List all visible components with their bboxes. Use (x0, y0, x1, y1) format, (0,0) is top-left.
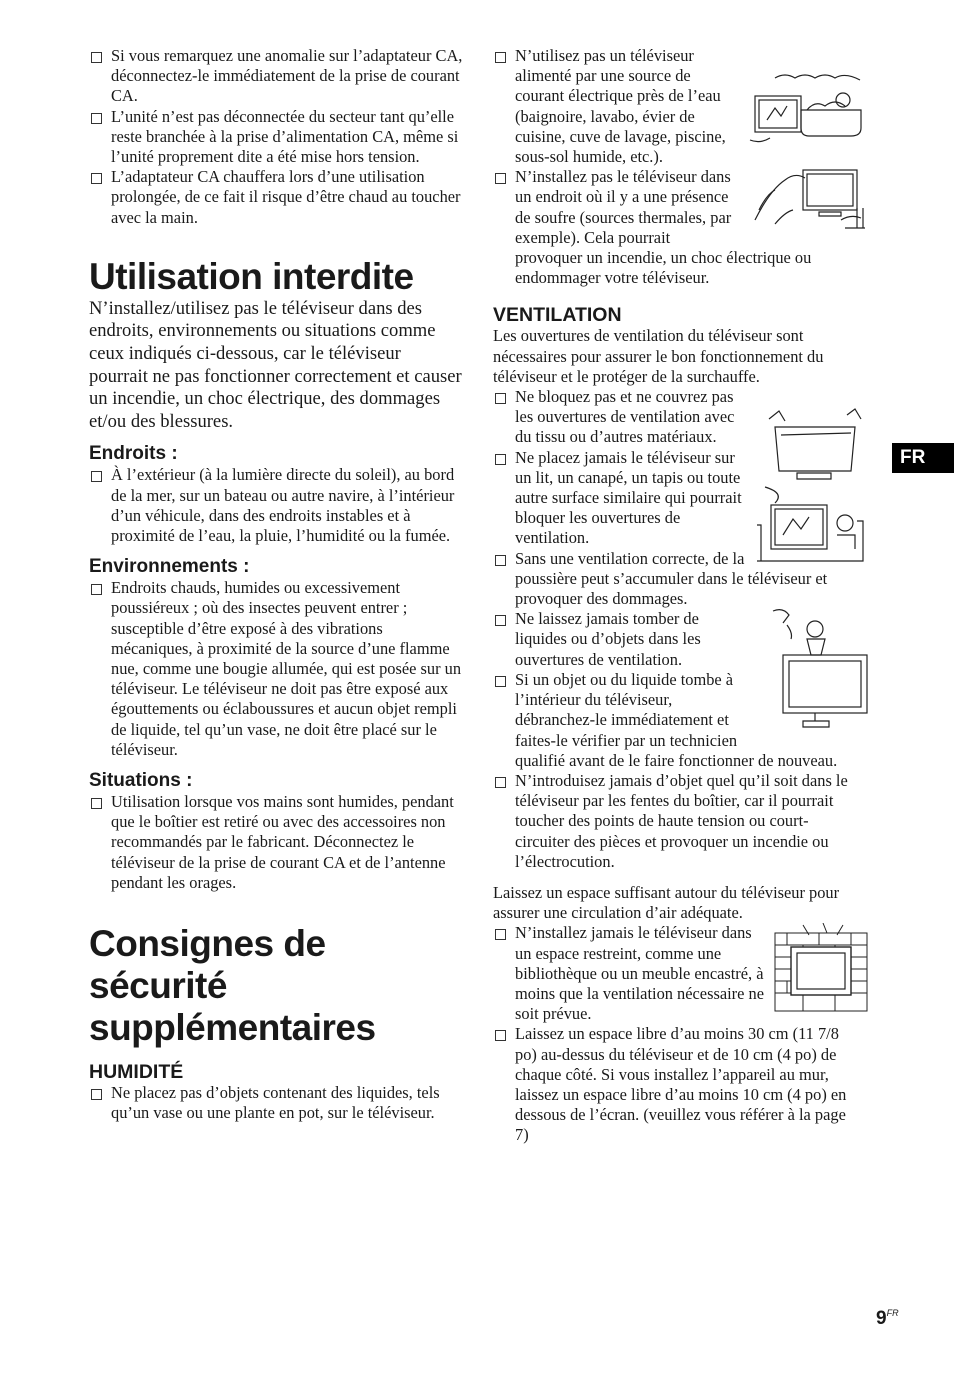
bullet-item: L’unité n’est pas déconnectée du secteur tant qu’elle reste branchée à la prise d’alimentation CA, même si l’unité proprement dite a été mise hors tension. (89, 107, 464, 168)
ventilation-intro: Les ouvertures de ventilation du téléviseur sont nécessaires pour assurer le bon fonctionnement du téléviseur et le protéger de la surchauffe. (493, 326, 824, 386)
bullet-item: N’utilisez pas un téléviseur alimenté par une source de courant électrique près de l’eau (baignoire, lavabo, évier de cuisine, cuve de lavage, piscine, sous-sol humide, etc.). (493, 46, 863, 167)
right-column (493, 46, 863, 1146)
bullet-item: Laissez un espace libre d’au moins 30 cm (11 7/8 po) au-dessus du téléviseur et de 10 cm (4 po) de chaque côté. Si vous installez l’appareil au mur, laissez un espace libre d’au moins 10 cm (4 po) en dessous de l’écran. (veuillez vous référer à la page 7) (493, 1024, 863, 1145)
utilisation-intro: N’installez/utilisez pas le téléviseur dans des endroits, environnements ou situations comme ceux indiqués ci-dessous, car le téléviseur pourrait ne pas fonctionner correctement et causer un incendie, un choc électrique, des dommages et/ou des blessures. (89, 297, 462, 432)
page-number-value: 9 (876, 1308, 887, 1329)
bullet-item: Ne laissez jamais tomber de liquides ou d’objets dans les ouvertures de ventilation. (493, 609, 863, 670)
bullet-item: Ne bloquez pas et ne couvrez pas les ouvertures de ventilation avec du tissu ou d’autres matériaux. (493, 387, 863, 448)
subheading-situations: Situations : (89, 770, 193, 792)
heading-utilisation-interdite: Utilisation interdite (89, 255, 414, 297)
space-intro: Laissez un espace suffisant autour du téléviseur pour assurer une circulation d’air adéquate. (493, 882, 840, 923)
page-number-suffix: FR (886, 1308, 899, 1318)
subheading-humidite: HUMIDITÉ (89, 1061, 184, 1084)
bullet-item: Si un objet ou du liquide tombe à l’intérieur du téléviseur, débranchez-le immédiatement et faites-le vérifier par un technicien qualifié avant de le faire fonctionner de nouveau. (493, 670, 863, 771)
subheading-endroits: Endroits : (89, 443, 178, 465)
bullet-item: N’installez pas le téléviseur dans un endroit où il y a une présence de soufre (sources thermales, par exemple). Cela pourrait provoquer un incendie, un choc électrique ou endommager votre téléviseur. (493, 167, 863, 288)
subheading-ventilation: VENTILATION (493, 304, 622, 327)
language-tab: FR (892, 443, 954, 473)
bullet-item: Sans une ventilation correcte, de la poussière peut s’accumuler dans le téléviseur et provoquer des dommages. (493, 549, 863, 610)
bullet-item: N’introduisez jamais d’objet quel qu’il soit dans le téléviseur par les fentes du boîtier, car il pourrait toucher des points de haute tension ou court-circuiter des pièces et provoquer un incendie ou l’électrocution. (493, 771, 863, 872)
bullet-item: L’adaptateur CA chauffera lors d’une utilisation prolongée, de ce fait il risque d’être chaud au toucher avec la main. (89, 167, 464, 228)
bullet-item: Si vous remarquez une anomalie sur l’adaptateur CA, déconnectez-le immédiatement de la prise de courant CA. (89, 46, 464, 107)
heading-consignes: Consignes de sécurité supplémentaires (89, 923, 376, 1049)
subheading-environnements: Environnements : (89, 556, 250, 578)
bullet-item: À l’extérieur (à la lumière directe du soleil), au bord de la mer, sur un bateau ou autre navire, à l’intérieur d’un véhicule, dans des endroits instables et à proximité de l’eau, la pluie, l’humidité ou la fumée. (89, 465, 464, 546)
left-column (89, 46, 464, 1123)
bullet-item: Ne placez pas d’objets contenant des liquides, tels qu’un vase ou une plante en pot, sur le téléviseur. (89, 1083, 464, 1123)
bullet-item: Utilisation lorsque vos mains sont humides, pendant que le boîtier est retiré ou avec des accessoires non recommandés par le fabricant. Déconnectez le téléviseur de la prise de courant CA et de l’antenne pendant les orages. (89, 792, 464, 893)
bullet-item: Ne placez jamais le téléviseur sur un lit, un canapé, un tapis ou toute autre surface similaire qui pourrait bloquer les ouvertures de ventilation. (493, 448, 863, 549)
bullet-item: N’installez jamais le téléviseur dans un espace restreint, comme une bibliothèque ou un meuble encastré, à moins que la ventilation nécessaire ne soit prévue. (493, 923, 863, 1024)
bullet-item: Endroits chauds, humides ou excessivement poussiéreux ; où des insectes peuvent entrer ; susceptible d’être exposé à des vibrations mécaniques, à proximité de la source d’une flamme nue, comme une bougie allumée, qui est posée sur un téléviseur. Le téléviseur ne doit pas être exposé aux égouttements ou éclaboussures et aucun objet rempli de liquide, tel qu’un vase, ne doit être placé sur le téléviseur. (89, 578, 464, 760)
page-number (876, 1308, 899, 1330)
